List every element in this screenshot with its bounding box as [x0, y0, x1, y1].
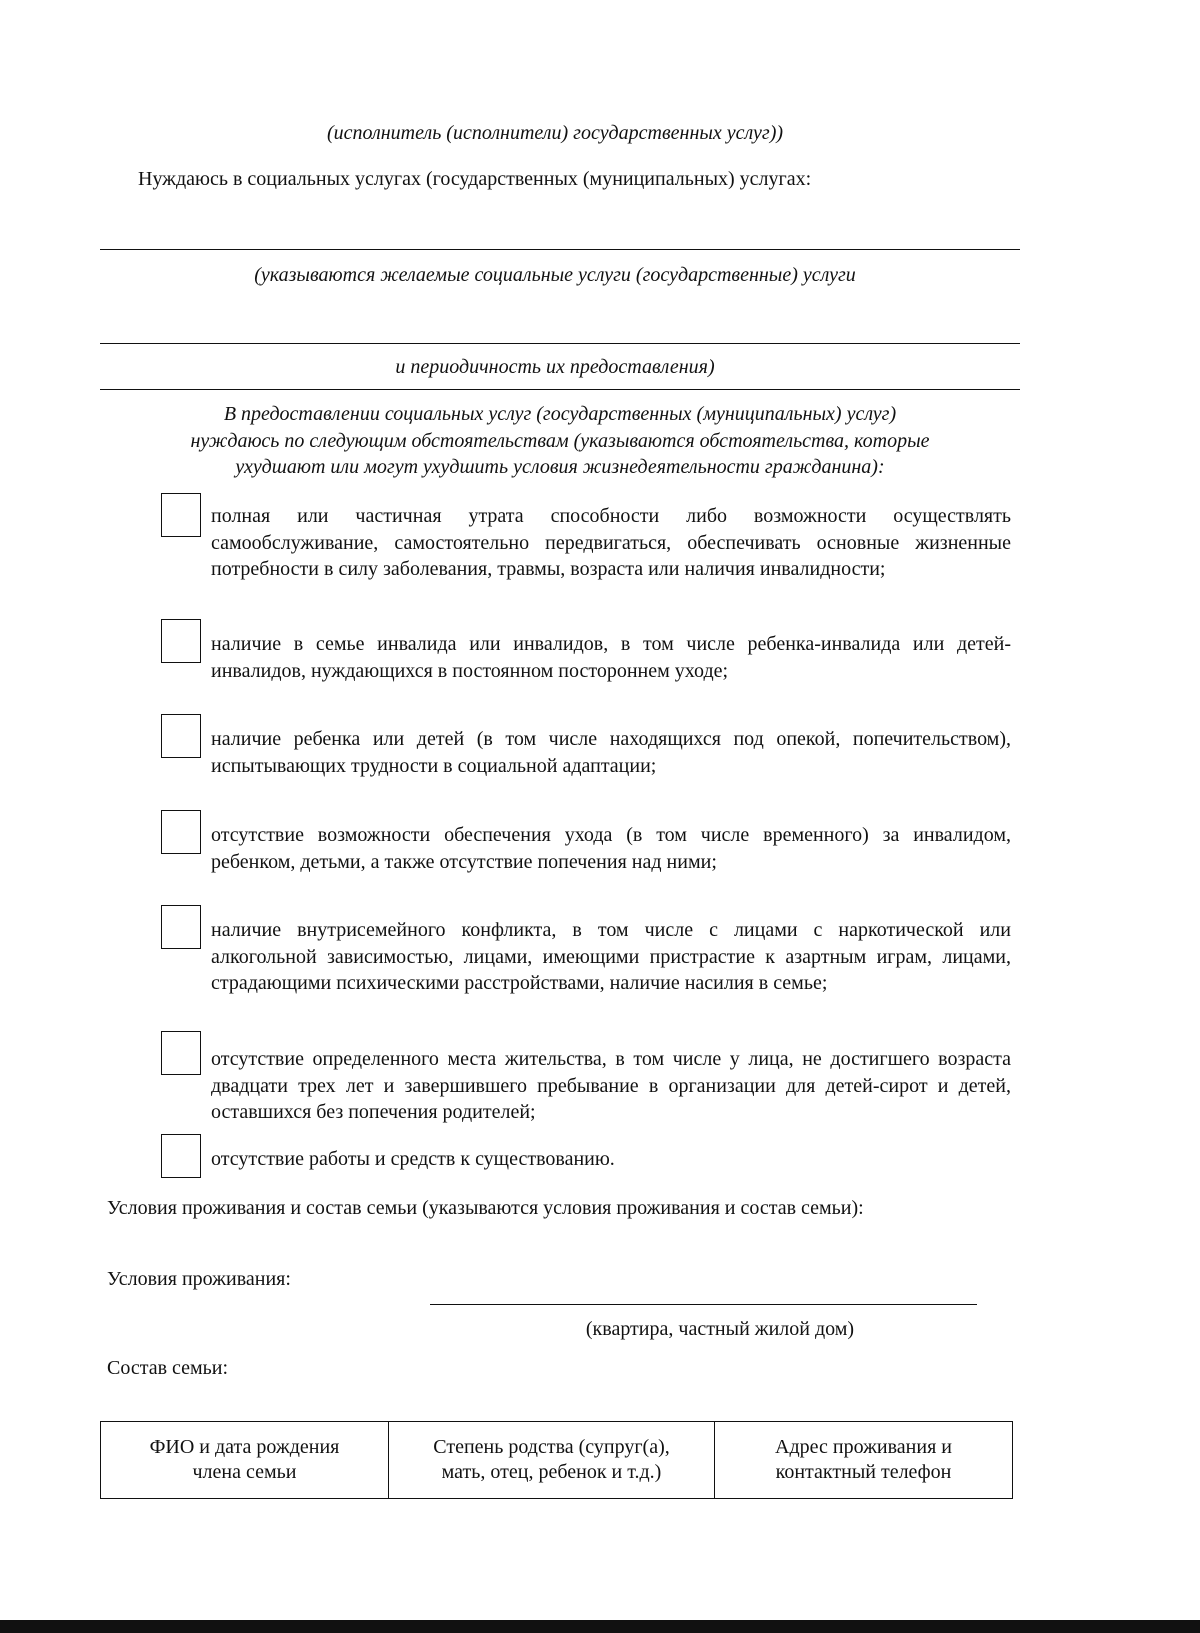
services-input-line[interactable]: [100, 249, 1020, 250]
column-header-relation-line-2: мать, отец, ребенок и т.д.): [441, 1461, 662, 1483]
checkbox-circumstance-5[interactable]: [161, 905, 201, 949]
column-header-address: [715, 1422, 1013, 1499]
column-header-relation-line-1: Степень родства (супруг(а),: [433, 1436, 670, 1458]
circumstance-text-1: полная или частичная утрата способности либо возможности осуществлять самообслуживание, самостоятельно передвигаться, обеспечивать основные жизненные потребности в силу заболевания, травмы, возраста или наличия инвалидности;: [211, 505, 1011, 580]
need-services-text: Нуждаюсь в социальных услугах (государственных (муниципальных) услугах:: [138, 168, 812, 190]
checkbox-circumstance-1[interactable]: [161, 493, 201, 537]
column-header-name-line-2: члена семьи: [192, 1461, 297, 1483]
circumstance-text-6: отсутствие определенного места жительства, в том числе у лица, не достигшего возраста двадцати трех лет и завершившего пребывание в организации для детей-сирот и детей, оставшихся без попечения родителей;: [211, 1048, 1011, 1123]
living-conditions-intro: Условия проживания и состав семьи (указываются условия проживания и состав семьи):: [107, 1197, 864, 1219]
divider-line: [100, 389, 1020, 390]
circumstances-intro-line-3: ухудшают или могут ухудшить условия жизнедеятельности гражданина):: [235, 456, 885, 478]
family-composition-table: [100, 1421, 1013, 1499]
living-conditions-input-line[interactable]: [430, 1304, 977, 1305]
circumstances-intro-line-2: нуждаюсь по следующим обстоятельствам (указываются обстоятельства, которые: [190, 429, 930, 452]
periodicity-caption: и периодичность их предоставления): [395, 356, 715, 378]
circumstance-text-3: наличие ребенка или детей (в том числе находящихся под опекой, попечительством), испытывающих трудности в социальной адаптации;: [211, 728, 1011, 777]
column-header-name-line-1: ФИО и дата рождения: [149, 1436, 340, 1458]
checkbox-circumstance-3[interactable]: [161, 714, 201, 758]
circumstance-text-7: отсутствие работы и средств к существованию.: [211, 1148, 615, 1170]
checkbox-circumstance-6[interactable]: [161, 1031, 201, 1075]
living-conditions-label: Условия проживания:: [107, 1268, 291, 1290]
checkbox-circumstance-4[interactable]: [161, 810, 201, 854]
column-header-address-line-1: Адрес проживания и: [775, 1436, 952, 1458]
periodicity-input-line[interactable]: [100, 343, 1020, 344]
circumstance-text-4: отсутствие возможности обеспечения ухода (в том числе временного) за инвалидом, ребенком, детьми, а также отсутствие попечения над ними;: [211, 824, 1011, 873]
table-header-row: [101, 1422, 1013, 1499]
column-header-relation: [389, 1422, 715, 1499]
checkbox-circumstance-2[interactable]: [161, 619, 201, 663]
circumstance-text-2: наличие в семье инвалида или инвалидов, в том числе ребенка-инвалида или детей-инвалидов, нуждающихся в постоянном постороннем уходе;: [211, 633, 1011, 682]
family-composition-label: Состав семьи:: [107, 1357, 229, 1379]
circumstances-intro-line-1: В предоставлении социальных услуг (государственных (муниципальных) услуг): [223, 403, 897, 425]
living-conditions-caption: (квартира, частный жилой дом): [585, 1318, 855, 1340]
circumstance-text-5: наличие внутрисемейного конфликта, в том числе с лицами с наркотической или алкогольной зависимостью, лицами, имеющими пристрастие к азартным играм, лицами, страдающими психическими расстройствами, наличие насилия в семье;: [211, 919, 1011, 994]
services-caption: (указываются желаемые социальные услуги (государственные) услуги: [254, 264, 856, 286]
column-header-name: [101, 1422, 389, 1499]
scan-bottom-edge: [0, 1620, 1200, 1633]
performer-caption: (исполнитель (исполнители) государственных услуг)): [326, 122, 784, 144]
checkbox-circumstance-7[interactable]: [161, 1134, 201, 1178]
circumstances-intro: [100, 401, 1020, 481]
column-header-address-line-2: контактный телефон: [775, 1461, 952, 1483]
